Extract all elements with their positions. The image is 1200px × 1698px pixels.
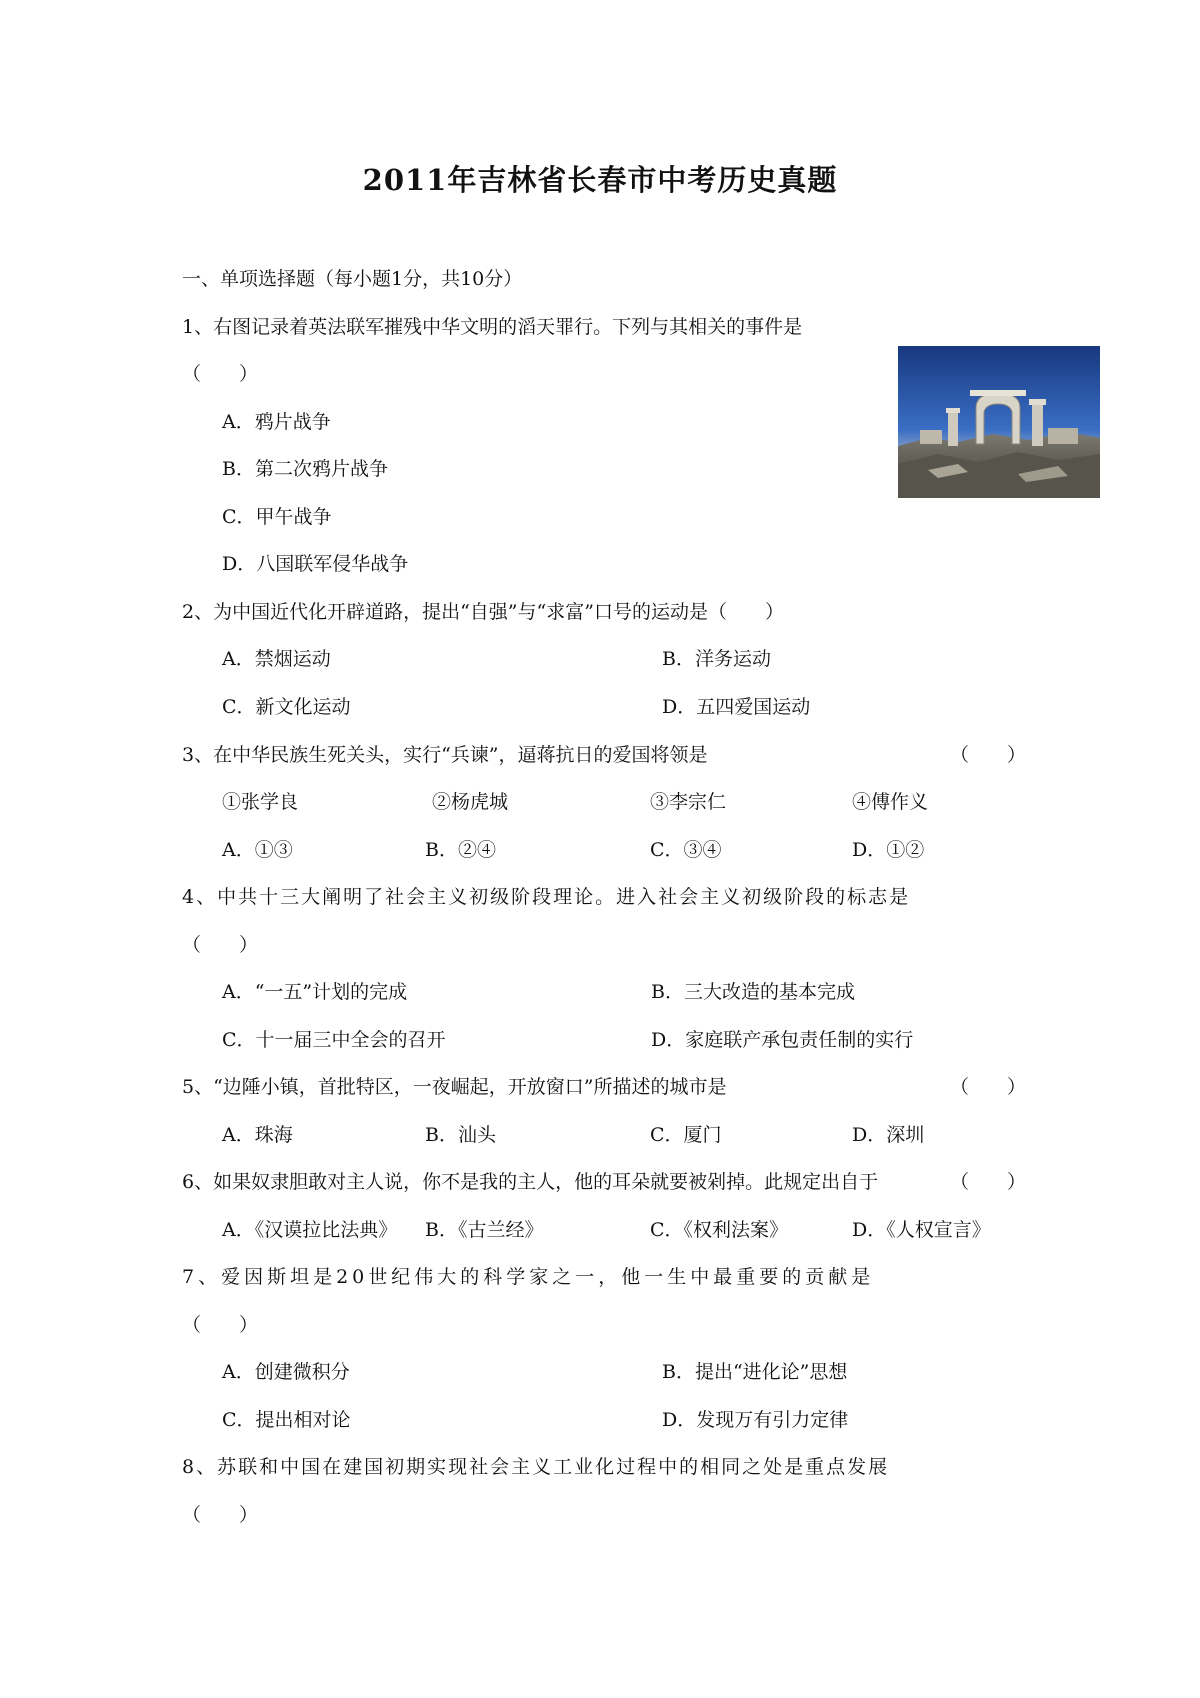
question-5-stem: 5、“边陲小镇，首批特区，一夜崛起，开放窗口”所描述的城市是 bbox=[182, 1076, 727, 1098]
question-2-option-d: D．五四爱国运动 bbox=[662, 696, 811, 718]
question-2-option-c: C．新文化运动 bbox=[222, 696, 351, 718]
question-3-option-d: D．①② bbox=[852, 839, 925, 861]
question-4-option-b: B．三大改造的基本完成 bbox=[651, 981, 855, 1003]
question-4-paren: （ ） bbox=[182, 934, 259, 956]
question-5-option-c: C．厦门 bbox=[650, 1124, 722, 1146]
yuanmingyuan-ruins-photo bbox=[898, 346, 1100, 498]
question-3-option-a: A．①③ bbox=[222, 839, 293, 861]
question-8-stem: 8、苏联和中国在建国初期实现社会主义工业化过程中的相同之处是重点发展 bbox=[182, 1456, 890, 1478]
question-4-stem: 4、中共十三大阐明了社会主义初级阶段理论。进入社会主义初级阶段的标志是 bbox=[182, 886, 911, 908]
question-8-paren: （ ） bbox=[182, 1504, 259, 1526]
question-6-paren: （ ） bbox=[950, 1171, 1027, 1193]
question-2-option-a: A．禁烟运动 bbox=[222, 648, 331, 670]
question-3-option-c: C．③④ bbox=[650, 839, 722, 861]
question-4-option-d: D．家庭联产承包责任制的实行 bbox=[651, 1029, 914, 1051]
question-1-option-d: D．八国联军侵华战争 bbox=[222, 553, 409, 575]
question-3-item-2: ②杨虎城 bbox=[432, 791, 509, 813]
question-6-option-b: B．《古兰经》 bbox=[425, 1219, 544, 1241]
question-1-option-b: B．第二次鸦片战争 bbox=[222, 458, 388, 480]
question-3-item-3: ③李宗仁 bbox=[650, 791, 727, 813]
ruins-illustration bbox=[898, 346, 1100, 498]
question-7-paren: （ ） bbox=[182, 1314, 259, 1336]
question-6-option-c: C．《权利法案》 bbox=[650, 1219, 789, 1241]
question-3-stem: 3、在中华民族生死关头，实行“兵谏”，逼蒋抗日的爱国将领是 bbox=[182, 744, 708, 766]
question-5-option-b: B．汕头 bbox=[425, 1124, 496, 1146]
question-5-paren: （ ） bbox=[950, 1076, 1027, 1098]
exam-title: 2011年吉林省长春市中考历史真题 bbox=[362, 163, 838, 197]
question-1-option-a: A．鸦片战争 bbox=[222, 411, 331, 433]
question-3-item-4: ④傅作义 bbox=[852, 791, 929, 813]
question-4-option-a: A．“一五”计划的完成 bbox=[222, 981, 408, 1003]
question-1-option-c: C．甲午战争 bbox=[222, 506, 332, 528]
question-3-option-b: B．②④ bbox=[425, 839, 496, 861]
question-7-option-d: D．发现万有引力定律 bbox=[662, 1409, 849, 1431]
question-7-option-a: A．创建微积分 bbox=[222, 1361, 350, 1383]
question-3-item-1: ①张学良 bbox=[222, 791, 299, 813]
question-7-stem: 7、爱因斯坦是20世纪伟大的科学家之一，他一生中最重要的贡献是 bbox=[182, 1266, 875, 1288]
question-3-paren: （ ） bbox=[950, 744, 1027, 766]
question-1-stem: 1、右图记录着英法联军摧残中华文明的滔天罪行。下列与其相关的事件是 bbox=[182, 316, 803, 338]
question-6-option-a: A．《汉谟拉比法典》 bbox=[222, 1219, 398, 1241]
question-6-option-d: D．《人权宣言》 bbox=[852, 1219, 991, 1241]
question-7-option-c: C．提出相对论 bbox=[222, 1409, 351, 1431]
question-7-option-b: B．提出“进化论”思想 bbox=[662, 1361, 848, 1383]
question-1-paren: （ ） bbox=[182, 363, 259, 385]
question-5-option-a: A．珠海 bbox=[222, 1124, 293, 1146]
section-heading: 一、单项选择题（每小题1分，共10分） bbox=[182, 268, 523, 290]
question-6-stem: 6、如果奴隶胆敢对主人说，你不是我的主人，他的耳朵就要被剁掉。此规定出自于 bbox=[182, 1171, 879, 1193]
question-2-stem: 2、为中国近代化开辟道路，提出“自强”与“求富”口号的运动是（ ） bbox=[182, 601, 784, 623]
question-2-option-b: B．洋务运动 bbox=[662, 648, 771, 670]
question-5-option-d: D．深圳 bbox=[852, 1124, 925, 1146]
question-4-option-c: C．十一届三中全会的召开 bbox=[222, 1029, 446, 1051]
